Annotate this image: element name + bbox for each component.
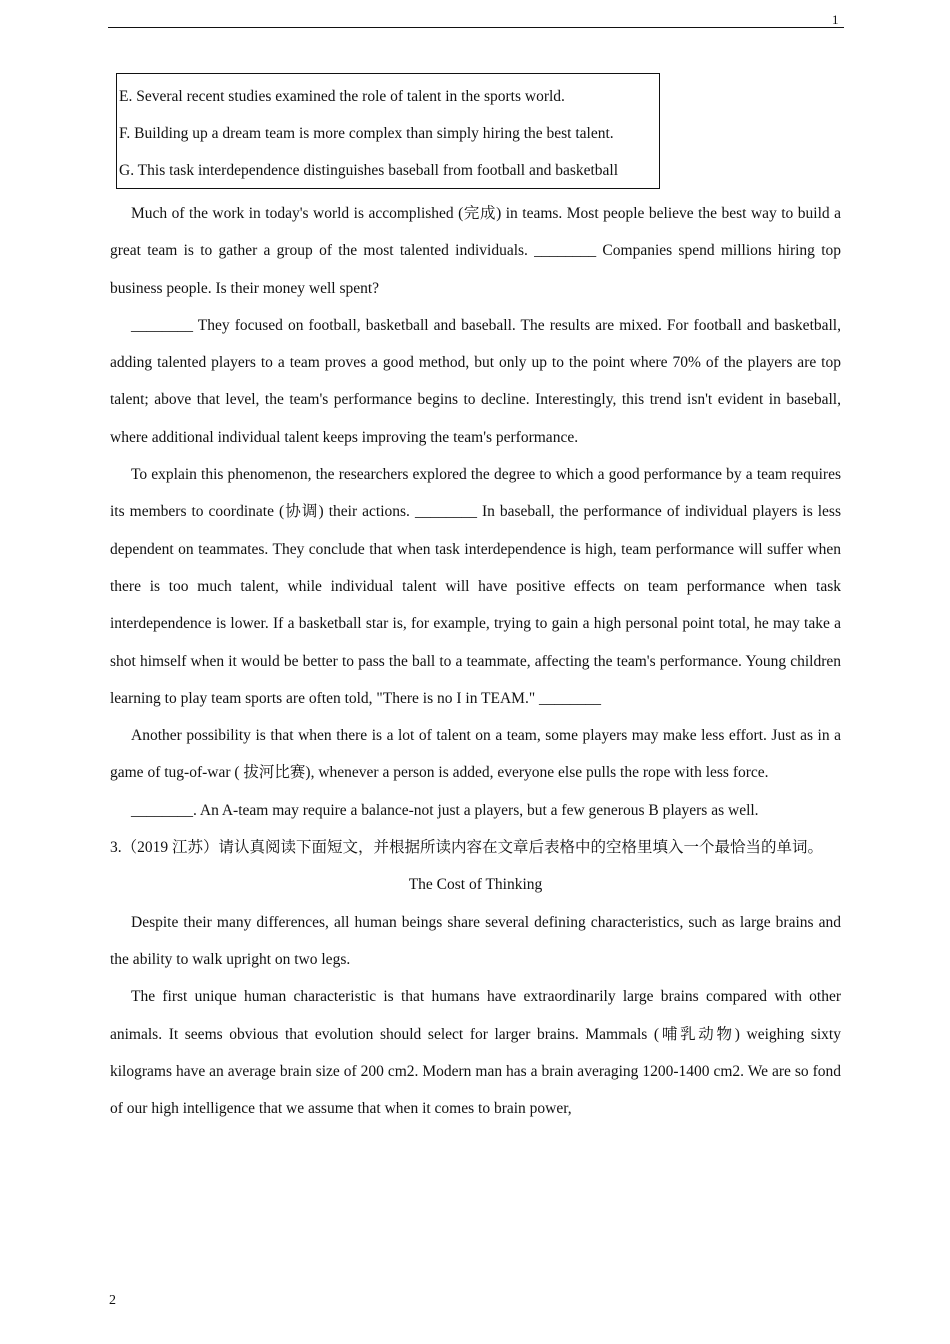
option-e: E. Several recent studies examined the role of talent in the sports world.: [119, 88, 565, 105]
option-f: F. Building up a dream team is more complex than simply hiring the best talent.: [119, 125, 614, 142]
header-rule: [108, 27, 844, 28]
option-g: G. This task interdependence distinguishes baseball from football and basketball: [119, 162, 619, 179]
main-content: [110, 195, 841, 1127]
passage-paragraph: ________ They focused on football, basketball and baseball. The results are mixed. For football and basketball, adding talented players to a team proves a good method, but only up to the point where 70% of the players are top talent; above that level, the team's performance begins to decline. Interestingly, this trend isn't evident in baseball, where additional individual talent keeps improving the team's performance.: [110, 316, 841, 446]
article-paragraph: Despite their many differences, all human beings share several defining characteristics, such as large brains and the ability to walk upright on two legs.: [110, 913, 841, 968]
article-paragraph: The first unique human characteristic is that humans have extraordinarily large brains compared with other animals. It seems obvious that evolution should select for larger brains. Mammals (哺乳动物) weighing sixty kilograms have an average brain size of 200 cm2. Modern man has a brain averaging 1200-1400 cm2. We are so fond of our high intelligence that we assume that when it comes to brain power,: [110, 988, 841, 1118]
passage-paragraph: Much of the work in today's world is accomplished (完成) in teams. Most people believe the best way to build a great team is to gather a group of the most talented individuals. ________ Companies spend millions hiring top business people. Is their money well spent?: [110, 205, 841, 297]
passage-paragraph: To explain this phenomenon, the researchers explored the degree to which a good performance by a team requires its members to coordinate (协调) their actions. ________ In baseball, the performance of individual players is less dependent on teammates. They conclude that when task interdependence is high, team performance will suffer when there is too much talent, while individual talent will have positive effects on team performance when task interdependence is lower. If a basketball star is, for example, trying to gain a high personal point total, he may take a shot himself when it would be better to pass the ball to a teammate, affecting the team's performance. Young children learning to play team sports are often told, "There is no I in TEAM." ________: [110, 466, 841, 707]
header-page-number: 1: [832, 12, 839, 27]
article-title: The Cost of Thinking: [408, 876, 543, 894]
passage-paragraph: ________. An A-team may require a balance-not just a players, but a few generous B players as well.: [131, 801, 759, 819]
question-3-instruction: 3.（2019 江苏）请认真阅读下面短文，并根据所读内容在文章后表格中的空格里填入一个最恰当的单词。: [110, 839, 824, 857]
footer-page-number: 2: [109, 1293, 116, 1308]
options-box: [116, 73, 660, 189]
passage-paragraph: Another possibility is that when there is a lot of talent on a team, some players may make less effort. Just as in a game of tug-of-war ( 拔河比赛), whenever a person is added, everyone else pulls the rope with less force.: [110, 727, 841, 782]
